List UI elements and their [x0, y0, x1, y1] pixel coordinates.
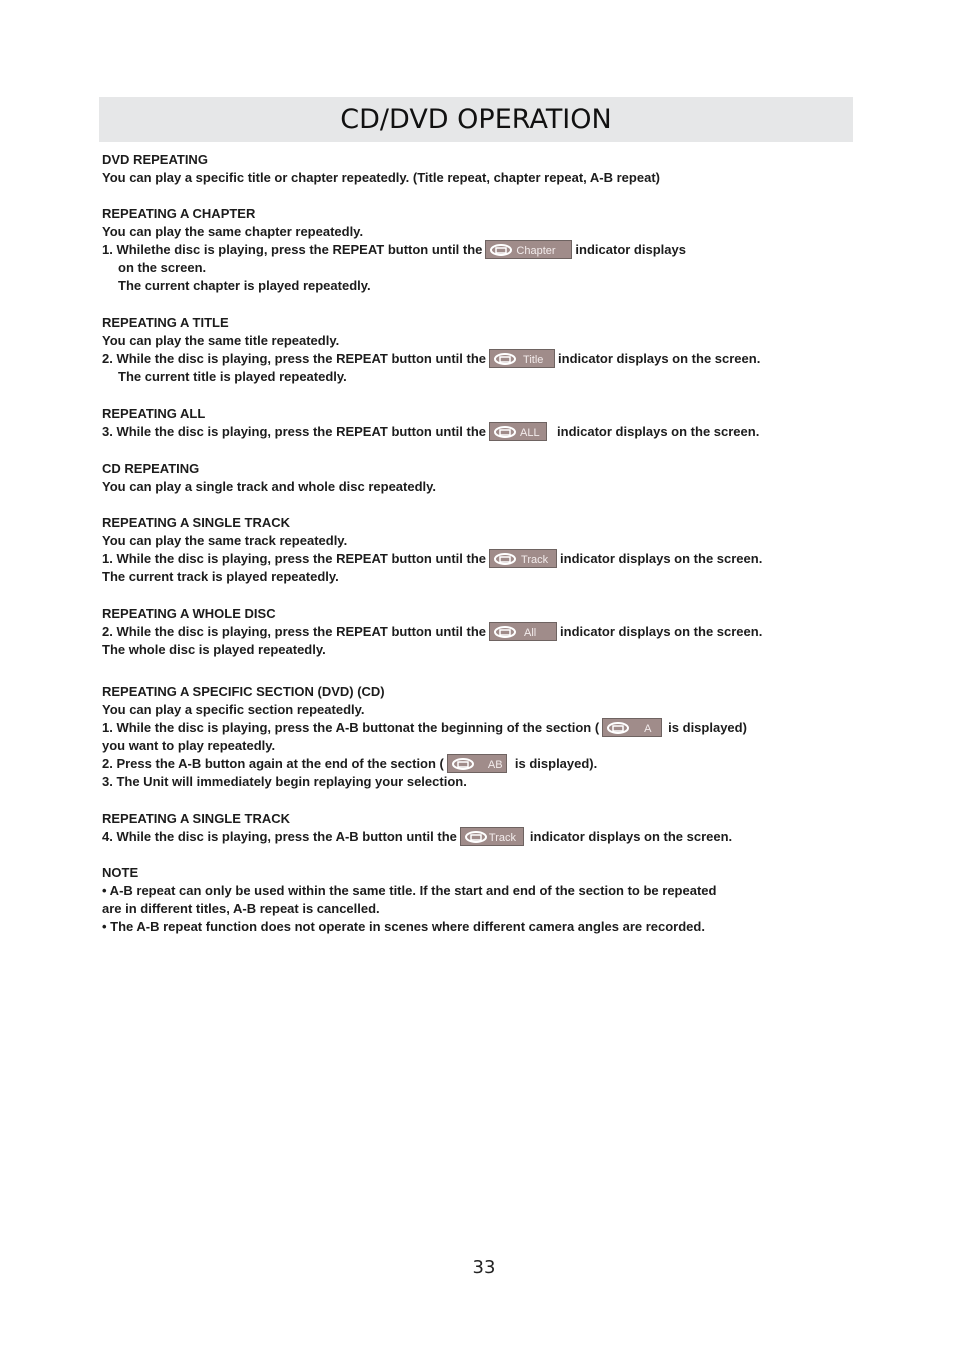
repeat-icon — [464, 830, 488, 844]
repeat-all-step-text: 3. While the disc is playing, press the REPEAT button until the — [102, 424, 487, 439]
repeat-single-track-intro: You can play the same track repeatedly. — [102, 533, 348, 548]
all-repeat-indicator — [489, 422, 547, 441]
section-heading-repeat-all: REPEATING ALL — [102, 406, 206, 421]
repeat-icon — [451, 757, 475, 771]
repeat-chapter-step — [102, 241, 686, 259]
page-header — [99, 97, 853, 142]
repeat-icon — [493, 425, 517, 439]
repeat-single-track-2-step — [102, 828, 732, 846]
repeat-section-step1-cont: you want to play repeatedly. — [102, 738, 276, 753]
repeat-chapter-step-cont: on the screen. — [118, 260, 207, 275]
dvd-repeating-intro: You can play a specific title or chapter repeatedly. (Title repeat, chapter repeat, A-B repeat) — [102, 170, 660, 185]
repeat-whole-disc-result: The whole disc is played repeatedly. — [102, 642, 326, 657]
ab-start-indicator — [602, 718, 662, 737]
track-repeat-indicator — [489, 549, 557, 568]
section-heading-repeat-single-track-2: REPEATING A SINGLE TRACK — [102, 811, 291, 826]
repeat-all-step-post: indicator displays on the screen. — [557, 424, 760, 439]
repeat-chapter-step-text: 1. Whilethe disc is playing, press the REPEAT button until the — [102, 242, 483, 257]
repeat-chapter-result: The current chapter is played repeatedly. — [118, 278, 371, 293]
repeat-title-step — [102, 350, 760, 368]
chapter-repeat-indicator — [485, 240, 572, 259]
repeat-section-step2 — [102, 755, 597, 773]
repeat-title-intro: You can play the same title repeatedly. — [102, 333, 340, 348]
repeat-icon — [489, 243, 513, 257]
repeat-single-track-step-text: 1. While the disc is playing, press the REPEAT button until the — [102, 551, 487, 566]
section-heading-repeat-single-track: REPEATING A SINGLE TRACK — [102, 515, 291, 530]
indicator-label: Track — [521, 553, 549, 566]
indicator-label: All — [524, 626, 537, 639]
page-title: CD/DVD OPERATION — [340, 104, 612, 135]
repeat-section-step3: 3. The Unit will immediately begin replaying your selection. — [102, 774, 467, 789]
track-ab-indicator — [460, 827, 524, 846]
repeat-section-step1-text: 1. While the disc is playing, press the A-B buttonat the beginning of the section ( — [102, 720, 600, 735]
repeat-whole-disc-step-post: indicator displays on the screen. — [560, 624, 763, 639]
section-heading-repeat-section: REPEATING A SPECIFIC SECTION (DVD) (CD) — [102, 684, 385, 699]
repeat-icon — [493, 552, 517, 566]
repeat-chapter-intro: You can play the same chapter repeatedly. — [102, 224, 364, 239]
note-item-1: • A-B repeat can only be used within the same title. If the start and end of the section to be repeated — [102, 883, 717, 898]
section-heading-repeat-whole-disc: REPEATING A WHOLE DISC — [102, 606, 276, 621]
ab-end-indicator — [447, 754, 507, 773]
repeat-whole-disc-step — [102, 623, 762, 641]
repeat-section-intro: You can play a specific section repeatedly. — [102, 702, 365, 717]
repeat-single-track-result: The current track is played repeatedly. — [102, 569, 339, 584]
indicator-label: Title — [523, 353, 544, 366]
cd-repeating-intro: You can play a single track and whole disc repeatedly. — [102, 479, 437, 494]
repeat-section-step2-text: 2. Press the A-B button again at the end of the section ( — [102, 756, 444, 771]
title-repeat-indicator — [489, 349, 555, 368]
page-number: 33 — [472, 1257, 496, 1278]
disc-repeat-indicator — [489, 622, 557, 641]
indicator-label: A — [644, 722, 652, 735]
repeat-title-result: The current title is played repeatedly. — [118, 369, 347, 384]
repeat-chapter-step-post: indicator displays — [575, 242, 686, 257]
section-heading-dvd-repeating: DVD REPEATING — [102, 152, 208, 167]
repeat-single-track-step — [102, 550, 762, 568]
repeat-icon — [493, 352, 517, 366]
section-heading-note: NOTE — [102, 865, 139, 880]
repeat-section-step1-post: is displayed) — [668, 720, 747, 735]
note-item-1-cont: are in different titles, A-B repeat is cancelled. — [102, 901, 380, 916]
repeat-section-step1 — [102, 719, 747, 737]
indicator-label: AB — [487, 758, 503, 771]
indicator-label: Track — [488, 831, 516, 844]
repeat-title-step-text: 2. While the disc is playing, press the REPEAT button until the — [102, 351, 487, 366]
repeat-whole-disc-step-text: 2. While the disc is playing, press the REPEAT button until the — [102, 624, 487, 639]
repeat-icon — [606, 721, 630, 735]
section-heading-repeat-chapter: REPEATING A CHAPTER — [102, 206, 256, 221]
section-heading-cd-repeating: CD REPEATING — [102, 461, 200, 476]
repeat-single-track-2-step-text: 4. While the disc is playing, press the A-B button until the — [102, 829, 457, 844]
repeat-all-step — [102, 423, 759, 441]
indicator-label: ALL — [520, 426, 540, 439]
repeat-title-step-post: indicator displays on the screen. — [558, 351, 761, 366]
section-heading-repeat-title: REPEATING A TITLE — [102, 315, 229, 330]
repeat-icon — [493, 625, 517, 639]
repeat-single-track-2-step-post: indicator displays on the screen. — [529, 829, 733, 844]
indicator-label: Chapter — [516, 244, 556, 257]
note-item-2: • The A-B repeat function does not operate in scenes where different camera angles are recorded. — [102, 919, 705, 934]
repeat-section-step2-post: is displayed). — [514, 756, 598, 771]
repeat-single-track-step-post: indicator displays on the screen. — [560, 551, 763, 566]
